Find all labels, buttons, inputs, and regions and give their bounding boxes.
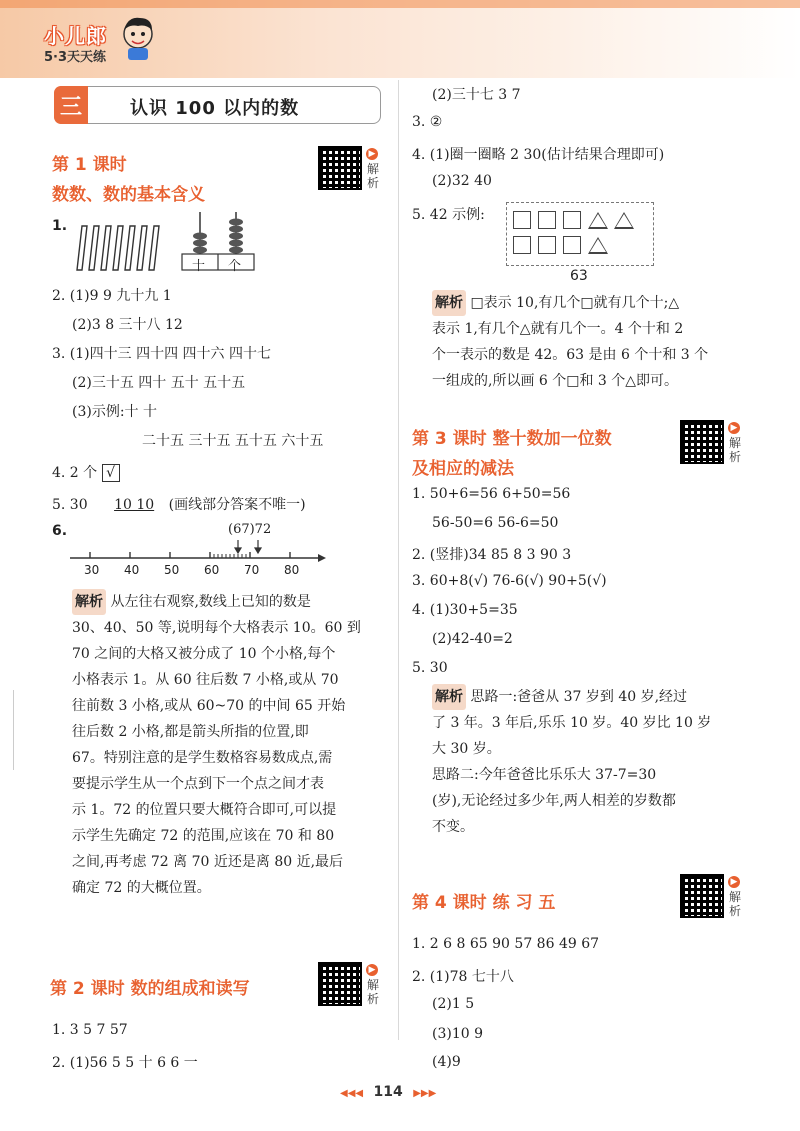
analysis-line: (岁),无论经过多少年,两人相差的岁数都 xyxy=(432,793,676,809)
answer-line: (3)示例:十 十 xyxy=(72,404,157,420)
answer-line: (3)10 9 xyxy=(432,1026,484,1042)
lesson3-title: 第 3 课时 整十数加一位数 xyxy=(412,429,612,449)
answer-line: (4)9 xyxy=(432,1054,461,1070)
underlined-answer: 10 10 xyxy=(114,497,155,513)
square-icon xyxy=(563,236,581,254)
play-icon: ▶ xyxy=(366,964,378,976)
analysis-line: 示 1。72 的位置只要大概符合即可,可以提 xyxy=(72,802,337,818)
tick-label: 40 xyxy=(124,563,140,577)
unit-number: 三 xyxy=(54,86,88,124)
tick-label: 30 xyxy=(84,563,100,577)
answer-line: (2)三十五 四十 五十 五十五 xyxy=(72,375,246,391)
analysis-line: 思路二:今年爸爸比乐乐大 37-7=30 xyxy=(432,767,657,783)
analysis-line: 要提示学生从一个点到下一个点之间才表 xyxy=(72,776,324,792)
answer-line: 2. (1)78 七十八 xyxy=(412,969,514,985)
analysis-line: 示学生先确定 72 的范围,应该在 70 和 80 xyxy=(72,828,335,844)
unit-title: 认识 100 以内的数 xyxy=(130,98,300,119)
analysis-line: 大 30 岁。 xyxy=(432,741,501,757)
qr-code-icon xyxy=(680,420,724,464)
triangle-icon xyxy=(588,237,608,254)
answer-line: 1. 2 6 8 65 90 57 86 49 67 xyxy=(412,936,600,952)
answer-line: 2. (竖排)34 85 8 3 90 3 xyxy=(412,547,572,563)
triangle-icon xyxy=(614,212,634,229)
tick-label: 80 xyxy=(284,563,300,577)
abacus-label-ones: 个 xyxy=(228,259,242,274)
qr-code-icon xyxy=(318,962,362,1006)
page-number: 114 xyxy=(373,1084,403,1100)
square-icon xyxy=(563,211,581,229)
answer-line: (2)三十七 3 7 xyxy=(432,87,521,103)
analysis-tag: 解析 xyxy=(432,290,466,316)
answer-note: (画线部分答案不唯一) xyxy=(168,497,306,513)
page-footer xyxy=(340,1084,436,1100)
answer-line: 5. 30 xyxy=(412,660,448,676)
answer-line: 4. (1)30+5=35 xyxy=(412,602,518,618)
answer-line: (2)42-40=2 xyxy=(432,631,513,647)
analysis-line: 小格表示 1。从 60 往后数 7 小格,或从 70 xyxy=(72,672,339,688)
sticks-bundle-icon xyxy=(74,218,164,274)
abacus-label-tens: 十 xyxy=(192,259,206,274)
play-icon: ▶ xyxy=(728,876,740,888)
lesson1-title: 第 1 课时 xyxy=(52,155,127,175)
answer-line: (2)32 40 xyxy=(432,173,492,189)
answer-line xyxy=(52,462,120,482)
answer-line xyxy=(52,494,306,514)
analysis-line: 一组成的,所以画 6 个□和 3 个△即可。 xyxy=(432,373,679,389)
answer-line: 2. (1)56 5 5 十 6 6 一 xyxy=(52,1055,198,1071)
qr-code-lesson3[interactable] xyxy=(680,420,724,464)
analysis-line: 往前数 3 小格,或从 60~70 的中间 65 开始 xyxy=(72,698,346,714)
lesson4-title: 第 4 课时 练 习 五 xyxy=(412,893,556,913)
mascot-icon xyxy=(118,14,158,62)
lesson2-title: 第 2 课时 数的组成和读写 xyxy=(50,979,250,999)
analysis-line: 表示 1,有几个△就有几个一。4 个十和 2 xyxy=(432,321,684,337)
square-icon xyxy=(513,236,531,254)
qr-analysis-label: 解析 xyxy=(729,436,742,464)
analysis-tag: 解析 xyxy=(72,589,106,615)
answer-line: 5. 42 示例: xyxy=(412,207,485,223)
answer-line: 56-50=6 56-6=50 xyxy=(432,515,559,531)
analysis-line: 个一表示的数是 42。63 是由 6 个十和 3 个 xyxy=(432,347,709,363)
answer-line: 2. (1)9 9 九十九 1 xyxy=(52,288,172,304)
prev-arrows-icon: ◀◀◀ xyxy=(340,1088,364,1099)
lesson1-subtitle: 数数、数的基本含义 xyxy=(52,185,205,205)
qr-code-icon xyxy=(318,146,362,190)
analysis-tag: 解析 xyxy=(432,684,466,710)
analysis-line: 了 3 年。3 年后,乐乐 10 岁。40 岁比 10 岁 xyxy=(432,715,712,731)
triangle-icon xyxy=(588,212,608,229)
answer-line: 4. (1)圈一圈略 2 30(估计结果合理即可) xyxy=(412,147,665,163)
play-icon: ▶ xyxy=(728,422,740,434)
qr-code-lesson1[interactable] xyxy=(318,146,362,190)
lesson3-subtitle: 及相应的减法 xyxy=(412,459,514,479)
checkbox-checked: √ xyxy=(102,464,120,482)
square-icon xyxy=(513,211,531,229)
qr-code-icon xyxy=(680,874,724,918)
tick-label: 60 xyxy=(204,563,220,577)
next-arrows-icon: ▶▶▶ xyxy=(413,1088,437,1099)
answer-text: 4. 2 个 xyxy=(52,465,98,481)
analysis-block-lesson3 xyxy=(432,684,748,840)
answer-line: 1. 50+6=56 6+50=56 xyxy=(412,486,571,502)
analysis-text xyxy=(72,589,384,901)
qr-code-lesson4[interactable] xyxy=(680,874,724,918)
analysis-line: 往后数 2 小格,都是箭头所指的位置,即 xyxy=(72,724,309,740)
answer-line: (2)1 5 xyxy=(432,996,475,1012)
tick-label: 50 xyxy=(164,563,180,577)
analysis-line: 70 之间的大格又被分成了 10 个小格,每个 xyxy=(72,646,336,662)
shape-row xyxy=(513,208,647,232)
analysis-line: 30、40、50 等,说明每个大格表示 10。60 到 xyxy=(72,620,361,636)
question-number: 6. xyxy=(52,523,68,539)
logo-title: 小儿郎 xyxy=(44,24,107,48)
numberline-arrow-labels: (67)72 xyxy=(228,522,272,537)
qr-analysis-label: 解析 xyxy=(367,978,380,1006)
tick-label: 70 xyxy=(244,563,260,577)
analysis-line: □表示 10,有几个□就有几个十;△ xyxy=(470,295,680,311)
square-icon xyxy=(538,211,556,229)
answer-line: (2)3 8 三十八 12 xyxy=(72,317,183,333)
analysis-line: 思路一:爸爸从 37 岁到 40 岁,经过 xyxy=(470,689,688,705)
qr-analysis-label: 解析 xyxy=(729,890,742,918)
analysis-text xyxy=(432,290,748,394)
logo-subtitle: 5·3天天练 xyxy=(44,50,107,65)
analysis-line: 确定 72 的大概位置。 xyxy=(72,880,211,896)
answer-text: 5. 30 xyxy=(52,497,88,513)
answer-line: 1. 3 5 7 57 xyxy=(52,1022,128,1038)
shape-example-box xyxy=(506,202,654,266)
analysis-text xyxy=(432,684,748,840)
analysis-line: 从左往右观察,数线上已知的数是 xyxy=(110,594,311,610)
answer-line: 3. ② xyxy=(412,114,443,130)
answer-line: 二十五 三十五 五十五 六十五 xyxy=(142,433,324,449)
analysis-line: 67。特别注意的是学生数格容易数成点,需 xyxy=(72,750,333,766)
qr-analysis-label: 解析 xyxy=(367,162,380,190)
analysis-line: 之间,再考虑 72 离 70 近还是离 80 近,最后 xyxy=(72,854,344,870)
answer-line: 3. 60+8(√) 76-6(√) 90+5(√) xyxy=(412,573,607,589)
question-number: 1. xyxy=(52,218,68,234)
column-divider xyxy=(398,80,399,1040)
play-icon: ▶ xyxy=(366,148,378,160)
margin-rule xyxy=(13,690,14,770)
shape-row xyxy=(513,232,647,258)
shape-total: 63 xyxy=(570,268,588,284)
analysis-line: 不变。 xyxy=(432,819,474,835)
answer-line: 3. (1)四十三 四十四 四十六 四十七 xyxy=(52,346,271,362)
analysis-block-lesson1 xyxy=(72,589,384,901)
qr-code-lesson2[interactable] xyxy=(318,962,362,1006)
square-icon xyxy=(538,236,556,254)
analysis-block-q5 xyxy=(432,290,748,394)
header-strip xyxy=(0,0,800,8)
